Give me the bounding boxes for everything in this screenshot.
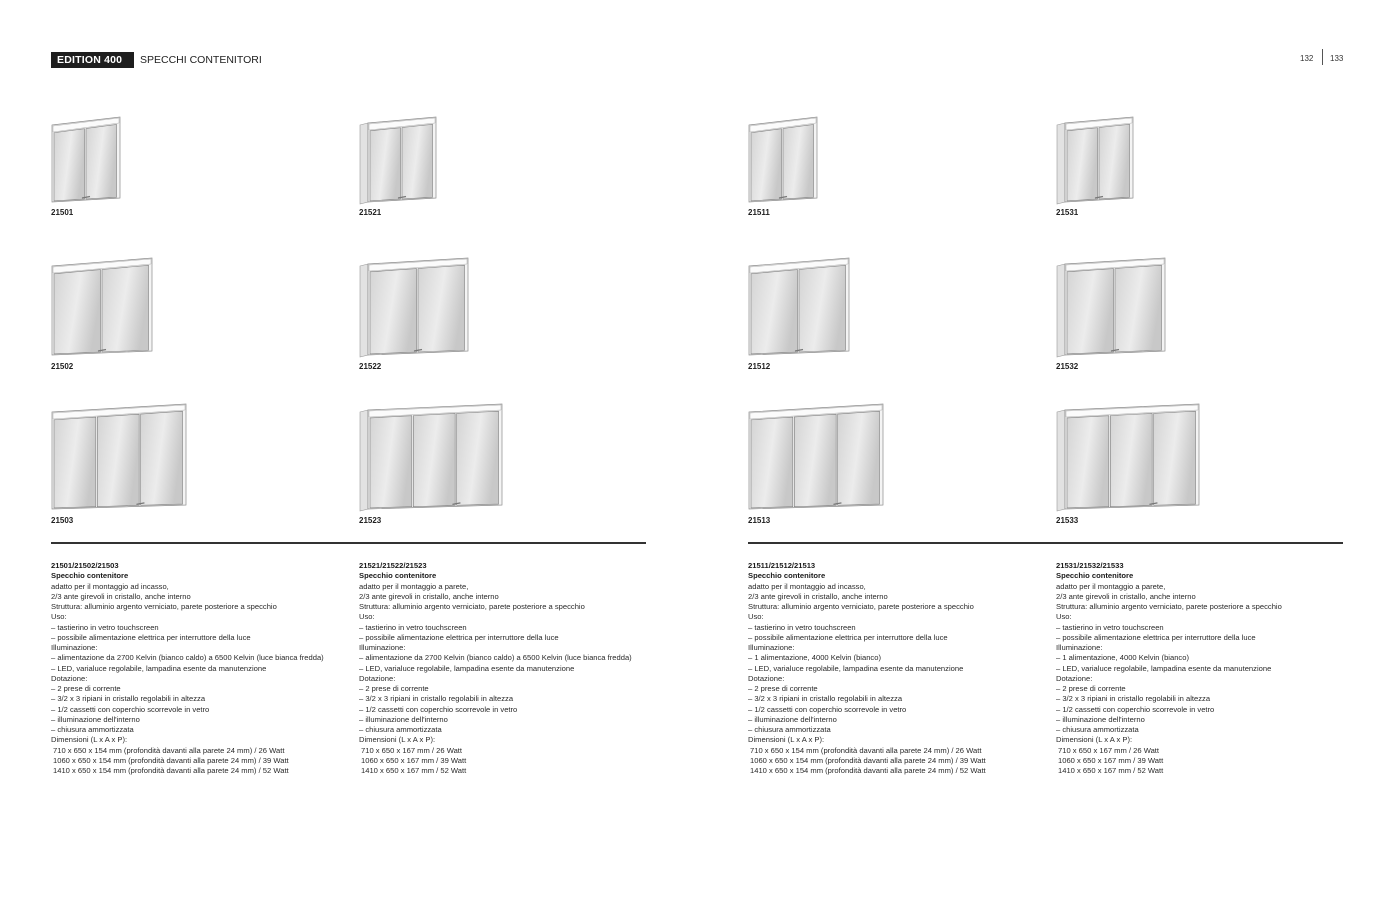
spec-line: – possibile alimentazione elettrica per interruttore della luce [359,632,559,642]
spec-line: – LED, varialuce regolabile, lampadina esente da manutenzione [51,663,267,673]
spec-line: 2/3 ante girevoli in cristallo, anche interno [51,591,191,601]
spec-line: – illuminazione dell'interno [748,714,837,724]
mirror-cabinet-image [748,250,860,359]
spec-line: – 1/2 cassetti con coperchio scorrevole in vetro [748,704,907,714]
spec-line: – tastierino in vetro touchscreen [359,622,467,632]
spec-block-3 [748,561,1048,776]
product-code: 21521 [359,208,382,217]
spec-line: adatto per il montaggio a parete, [1056,581,1166,591]
product-code: 21531 [1056,208,1079,217]
spec-line: – 3/2 x 3 ripiani in cristallo regolabili in altezza [51,694,206,704]
spec-line: Uso: [359,612,375,622]
product-code: 21503 [51,516,74,525]
mirror-door [402,124,433,199]
spec-product-name: Specchio contenitore [748,571,826,581]
mirror-cabinet-image [1056,109,1144,206]
section-title: SPECCHI CONTENITORI [140,54,262,66]
spec-line: – alimentazione da 2700 Kelvin (bianco caldo) a 6500 Kelvin (luce bianca fredda) [51,653,324,663]
spec-dimension: 710 x 650 x 154 mm (profondità davanti alla parete 24 mm) / 26 Watt [53,745,285,755]
spec-line: – LED, varialuce regolabile, lampadina esente da manutenzione [359,663,575,673]
spec-line: Dotazione: [51,673,88,683]
spec-line: – tastierino in vetro touchscreen [51,622,159,632]
divider-left [51,542,646,544]
product-code: 21511 [748,208,770,217]
mirror-door [751,270,798,354]
mirror-door [86,124,117,199]
mirror-cabinet-image [359,109,447,206]
page-number-left: 132 [1300,54,1314,63]
spec-line: – illuminazione dell'interno [51,714,140,724]
spec-line: – alimentazione da 2700 Kelvin (bianco caldo) a 6500 Kelvin (luce bianca fredda) [359,653,632,663]
mirror-door [102,265,149,352]
mirror-door [838,411,880,505]
spec-line: Illuminazione: [359,643,406,652]
mirror-cabinet-image [51,109,131,206]
mirror-door [370,269,417,354]
spec-line: adatto per il montaggio a parete, [359,581,469,591]
mirror-door [1110,413,1152,506]
spec-line: Dotazione: [1056,673,1093,683]
spec-line: Illuminazione: [51,643,98,652]
spec-line: Dotazione: [748,673,785,683]
spec-line: Dimensioni (L x A x P): [359,735,436,745]
spec-line: – tastierino in vetro touchscreen [1056,622,1164,632]
spec-line: – LED, varialuce regolabile, lampadina esente da manutenzione [1056,663,1272,673]
spec-codes: 21501/21502/21503 [51,561,119,570]
spec-line: Uso: [51,612,67,622]
spec-line: – 1/2 cassetti con coperchio scorrevole in vetro [51,704,210,714]
spec-dimension: 710 x 650 x 167 mm / 26 Watt [1058,745,1160,755]
product-code: 21522 [359,362,382,371]
spec-line: – chiusura ammortizzata [748,725,831,734]
spec-line: – possibile alimentazione elettrica per interruttore della luce [51,632,251,642]
spec-line: – illuminazione dell'interno [1056,714,1145,724]
spec-dimension: 1410 x 650 x 167 mm / 52 Watt [1058,766,1164,775]
spec-line: Uso: [748,612,764,622]
spec-line: Illuminazione: [748,643,795,652]
spec-product-name: Specchio contenitore [51,571,129,581]
spec-line: Illuminazione: [1056,643,1103,652]
spec-line: – 1 alimentazione, 4000 Kelvin (bianco) [748,653,881,663]
spec-line: – chiusura ammortizzata [51,725,134,734]
spec-dimension: 1410 x 650 x 154 mm (profondità davanti alla parete 24 mm) / 52 Watt [750,766,986,775]
mirror-cabinet-image [359,250,479,359]
spec-line: adatto per il montaggio ad incasso, [748,581,866,591]
spec-block-4 [1056,561,1356,776]
product-code: 21523 [359,516,382,525]
spec-line: – 1 alimentazione, 4000 Kelvin (bianco) [1056,653,1189,663]
edition-label: EDITION 400 [51,52,134,68]
product-code: 21513 [748,516,771,525]
mirror-door [370,128,401,201]
spec-line: 2/3 ante girevoli in cristallo, anche interno [359,591,499,601]
page-separator [1322,49,1323,65]
spec-line: Uso: [1056,612,1072,622]
spec-dimension: 1410 x 650 x 154 mm (profondità davanti alla parete 24 mm) / 52 Watt [53,766,289,775]
spec-codes: 21511/21512/21513 [748,561,816,570]
mirror-door [54,417,96,508]
spec-line: – possibile alimentazione elettrica per interruttore della luce [748,632,948,642]
mirror-door [457,411,499,505]
spec-line: – chiusura ammortizzata [1056,725,1139,734]
spec-line: Struttura: alluminio argento verniciato, parete posteriore a specchio [1056,602,1282,611]
product-code: 21532 [1056,362,1079,371]
mirror-door [751,417,793,508]
spec-line: 2/3 ante girevoli in cristallo, anche interno [748,591,888,601]
spec-dimension: 1060 x 650 x 154 mm (profondità davanti alla parete 24 mm) / 39 Watt [53,755,289,765]
mirror-door [1067,269,1114,354]
mirror-door [413,413,455,506]
spec-line: – 2 prese di corrente [359,684,429,693]
spec-line: Dimensioni (L x A x P): [51,735,128,745]
spec-dimension: 710 x 650 x 167 mm / 26 Watt [361,745,463,755]
spec-dimension: 1060 x 650 x 154 mm (profondità davanti alla parete 24 mm) / 39 Watt [750,755,986,765]
product-code: 21501 [51,208,74,217]
spec-product-name: Specchio contenitore [1056,571,1134,581]
spec-dimension: 1410 x 650 x 167 mm / 52 Watt [361,766,467,775]
mirror-door [370,416,412,508]
spec-line: – 3/2 x 3 ripiani in cristallo regolabili in altezza [1056,694,1211,704]
spec-line: – possibile alimentazione elettrica per interruttore della luce [1056,632,1256,642]
spec-dimension: 710 x 650 x 154 mm (profondità davanti alla parete 24 mm) / 26 Watt [750,745,982,755]
mirror-door [1067,128,1098,201]
spec-line: – illuminazione dell'interno [359,714,448,724]
mirror-door [1067,416,1109,508]
spec-line: Struttura: alluminio argento verniciato, parete posteriore a specchio [51,602,277,611]
spec-line: Dimensioni (L x A x P): [1056,735,1133,745]
divider-right [748,542,1343,544]
spec-line: Struttura: alluminio argento verniciato, parete posteriore a specchio [359,602,585,611]
mirror-cabinet-image [1056,396,1210,513]
spec-block-1 [51,561,351,776]
spec-line: Dimensioni (L x A x P): [748,735,825,745]
mirror-door [794,414,836,507]
mirror-door [1115,265,1162,352]
spec-line: – 1/2 cassetti con coperchio scorrevole in vetro [359,704,518,714]
mirror-cabinet-image [51,250,163,359]
spec-line: – LED, varialuce regolabile, lampadina esente da manutenzione [748,663,964,673]
mirror-door [799,265,846,352]
product-code: 21502 [51,362,74,371]
mirror-door [1154,411,1196,505]
spec-dimension: 1060 x 650 x 167 mm / 39 Watt [361,755,467,765]
spec-line: – 3/2 x 3 ripiani in cristallo regolabili in altezza [359,694,514,704]
spec-line: – 2 prese di corrente [1056,684,1126,693]
spec-product-name: Specchio contenitore [359,571,437,581]
spec-line: – 2 prese di corrente [51,684,121,693]
mirror-door [54,270,101,354]
mirror-door [418,265,465,352]
spec-line: Struttura: alluminio argento verniciato, parete posteriore a specchio [748,602,974,611]
mirror-door [97,414,139,507]
mirror-cabinet-image [51,396,197,513]
page-number-right: 133 [1330,54,1344,63]
mirror-cabinet-image [359,396,513,513]
spec-line: – chiusura ammortizzata [359,725,442,734]
mirror-door [751,129,782,201]
spec-codes: 21531/21532/21533 [1056,561,1124,570]
spec-line: – 1/2 cassetti con coperchio scorrevole in vetro [1056,704,1215,714]
mirror-cabinet-image [748,109,828,206]
mirror-door [1099,124,1130,199]
product-code: 21512 [748,362,771,371]
spec-dimension: 1060 x 650 x 167 mm / 39 Watt [1058,755,1164,765]
spec-line: – tastierino in vetro touchscreen [748,622,856,632]
spec-line: – 2 prese di corrente [748,684,818,693]
spec-line: Dotazione: [359,673,396,683]
spec-block-2 [359,561,659,776]
spec-line: adatto per il montaggio ad incasso, [51,581,169,591]
spec-codes: 21521/21522/21523 [359,561,427,570]
mirror-door [141,411,183,505]
spec-line: – 3/2 x 3 ripiani in cristallo regolabili in altezza [748,694,903,704]
product-code: 21533 [1056,516,1079,525]
mirror-door [783,124,814,199]
spec-line: 2/3 ante girevoli in cristallo, anche interno [1056,591,1196,601]
mirror-door [54,129,85,201]
mirror-cabinet-image [1056,250,1176,359]
mirror-cabinet-image [748,396,894,513]
